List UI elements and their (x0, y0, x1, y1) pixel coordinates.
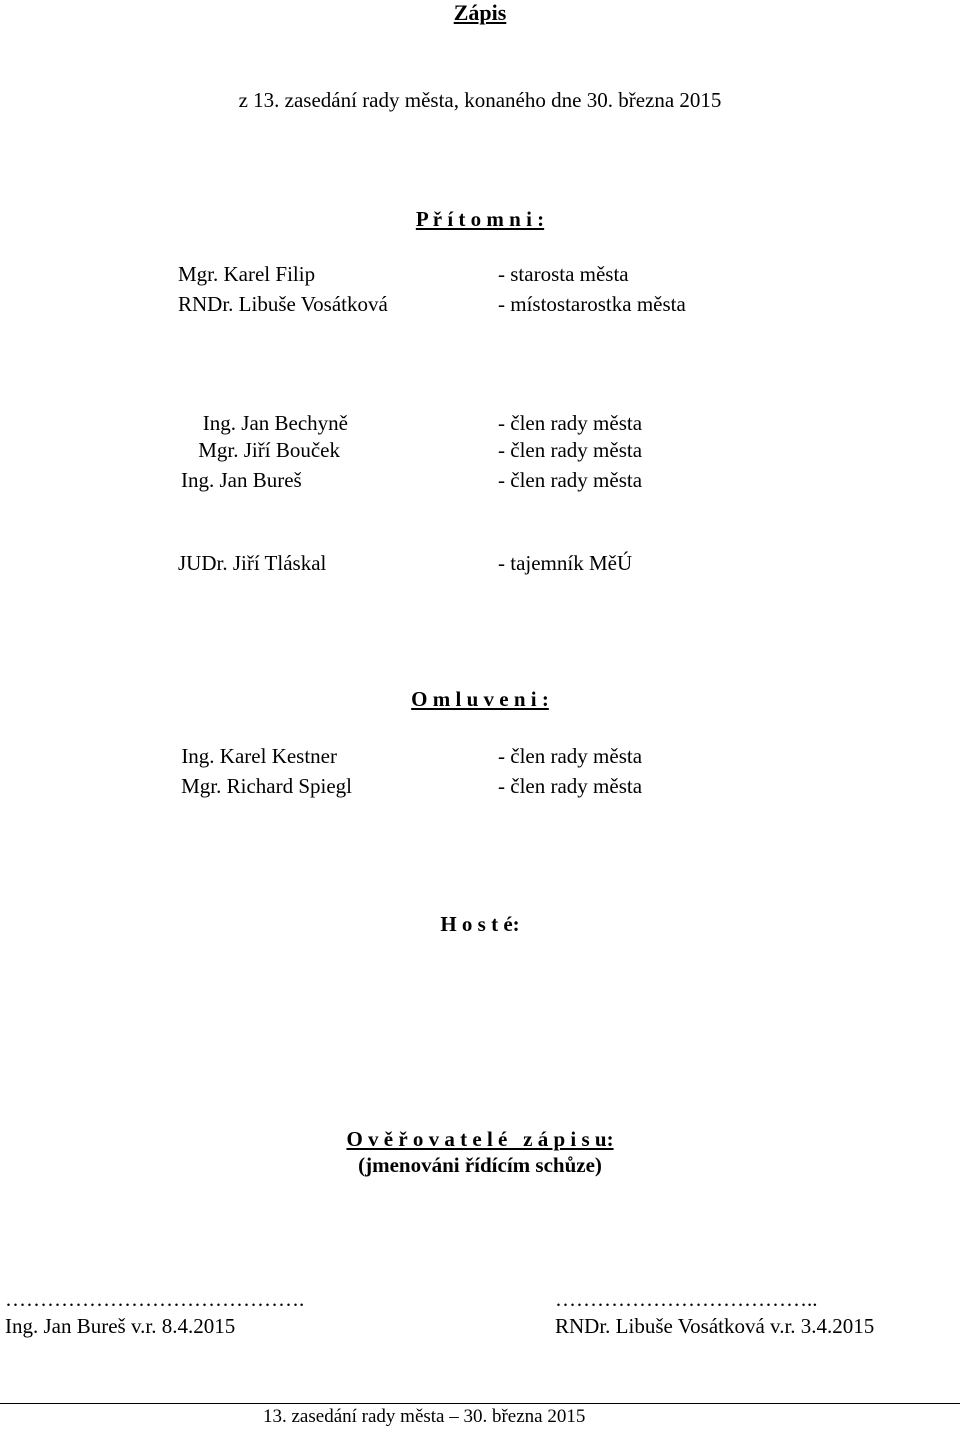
secretary-role: - tajemník MěÚ (498, 551, 633, 575)
leader-role: - místostarostka města (498, 292, 686, 316)
member-role: - člen rady města (498, 411, 643, 435)
footer-rule (0, 1403, 960, 1404)
member-name: Ing. Jan Bureš (181, 468, 302, 492)
verifiers-heading: O v ě ř o v a t e l é z á p i s u: (346, 1127, 614, 1151)
leader-role: - starosta města (498, 262, 629, 286)
excused-name: Mgr. Richard Spiegl (181, 774, 352, 798)
left-signature: Ing. Jan Bureš v.r. 8.4.2015 (5, 1314, 236, 1338)
member-role: - člen rady města (498, 468, 643, 492)
secretary-name: JUDr. Jiří Tláskal (178, 551, 327, 575)
right-signature-dots: ……………………………….. (555, 1289, 818, 1310)
excused-name: Ing. Karel Kestner (181, 744, 337, 768)
left-signature-dots: ……………………………………. (5, 1289, 305, 1310)
page-footer: 13. zasedání rady města – 30. března 2015 (263, 1406, 586, 1427)
guests-heading: H o s t é: (440, 912, 520, 936)
verifiers-subheading: (jmenováni řídícím schůze) (358, 1153, 602, 1177)
present-heading: P ř í t o m n i : (415, 207, 545, 231)
document-subtitle: z 13. zasedání rady města, konaného dne 30. března 2015 (238, 88, 722, 112)
member-role: - člen rady města (498, 438, 643, 462)
member-name: Ing. Jan Bechyně (202, 411, 348, 435)
member-name: Mgr. Jiří Bouček (198, 438, 340, 462)
leader-name: RNDr. Libuše Vosátková (178, 292, 388, 316)
document-title: Zápis (453, 0, 507, 25)
excused-role: - člen rady města (498, 744, 643, 768)
right-signature: RNDr. Libuše Vosátková v.r. 3.4.2015 (555, 1314, 875, 1338)
excused-heading: O m l u v e n i : (411, 687, 549, 711)
excused-role: - člen rady města (498, 774, 643, 798)
leader-name: Mgr. Karel Filip (178, 262, 316, 286)
